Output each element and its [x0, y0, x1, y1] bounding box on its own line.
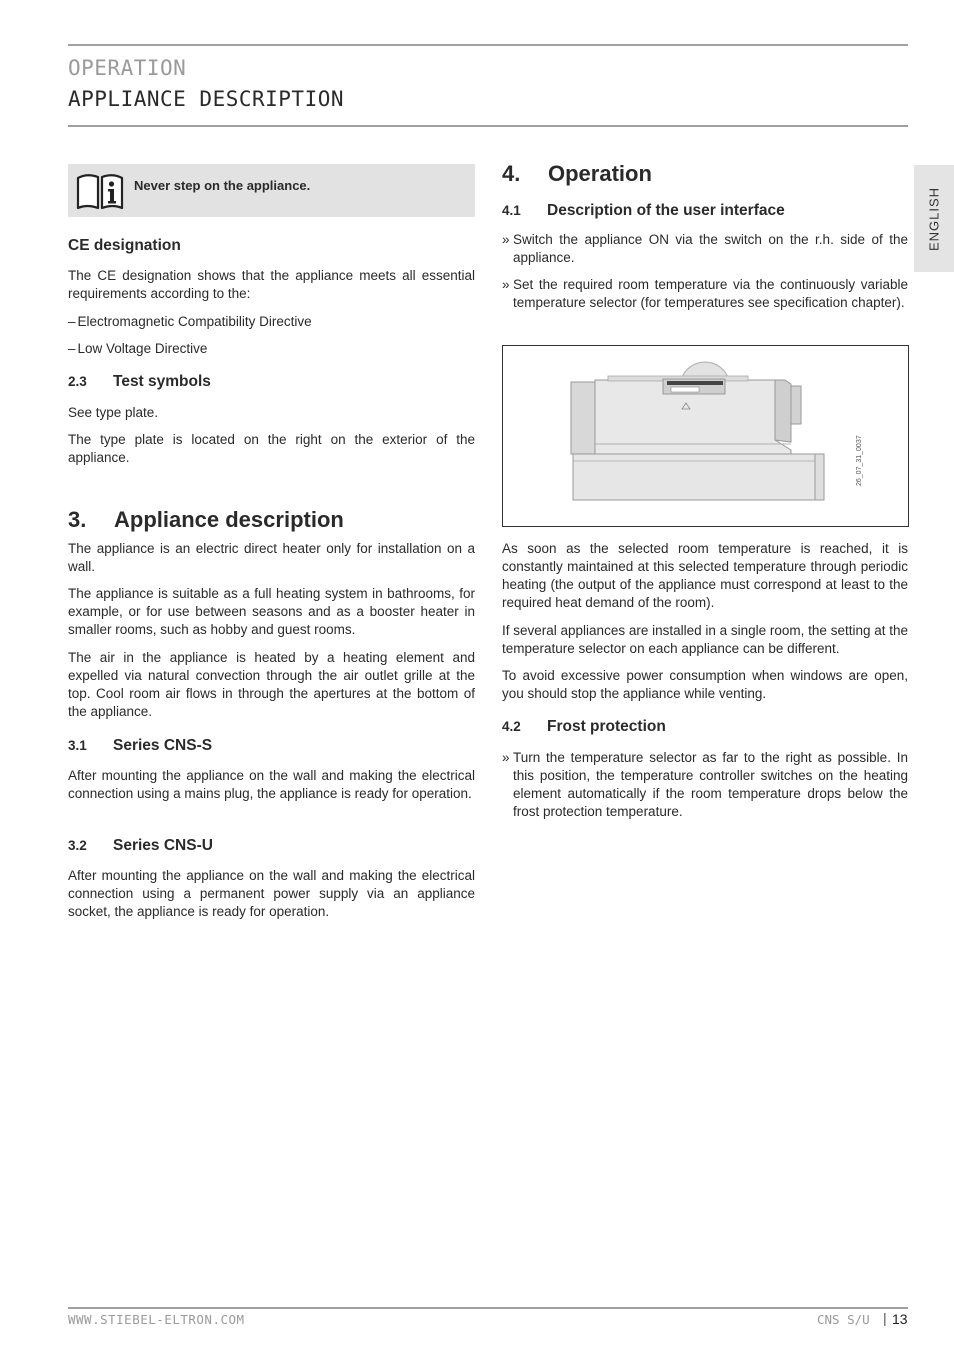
- frost-protection-heading: 4.2 Frost protection: [502, 718, 666, 735]
- test-symbols-p2: The type plate is located on the right on the exterior of the appliance.: [68, 432, 475, 465]
- language-tab-label: ENGLISH: [926, 186, 942, 251]
- language-tab[interactable]: [914, 165, 954, 272]
- header-bottom-rule: [68, 125, 908, 127]
- series-cns-s-body: After mounting the appliance on the wall and making the electrical connection using a mains plug, the appliance is ready for operation.: [68, 768, 475, 801]
- test-symbols-heading: 2.3 Test symbols: [68, 373, 211, 390]
- notice-text: Never step on the appliance.: [134, 178, 311, 193]
- ce-list-item: – Electromagnetic Compatibility Directive: [68, 314, 312, 329]
- operation-heading: 4. Operation: [502, 161, 652, 186]
- appliance-p3: The air in the appliance is heated by a heating element and expelled via natural convection through the air outlet grille at the top. Cool room air flows in through the apertures at the bottom of the appliance.: [68, 650, 475, 719]
- series-cns-u-heading: 3.2 Series CNS-U: [68, 837, 213, 854]
- ce-body: The CE designation shows that the appliance meets all essential requirements according to the:: [68, 268, 475, 301]
- figure-code: 26_07_31_0037: [856, 435, 863, 486]
- page-title: APPLIANCE DESCRIPTION: [68, 87, 345, 111]
- user-interface-step: » Set the required room temperature via the continuously variable temperature selector (for temperatures see specification chapter).: [502, 277, 908, 310]
- section-label: OPERATION: [68, 56, 187, 80]
- operation-p2: If several appliances are installed in a single room, the setting at the temperature selector on each appliance can be different.: [502, 623, 908, 656]
- user-interface-step: » Switch the appliance ON via the switch on the r.h. side of the appliance.: [502, 232, 908, 265]
- operation-p3: To avoid excessive power consumption when windows are open, you should stop the appliance while venting.: [502, 668, 908, 701]
- appliance-p1: The appliance is an electric direct heater only for installation on a wall.: [68, 541, 475, 574]
- footer-model: CNS S/U: [817, 1312, 870, 1327]
- frost-protection-step: » Turn the temperature selector as far to the right as possible. In this position, the temperature controller switches on the heating element automatically if the room temperature drops below the frost protection temperature.: [502, 750, 908, 819]
- page-number: 13: [892, 1311, 908, 1327]
- footer-website-link[interactable]: WWW.STIEBEL-ELTRON.COM: [68, 1312, 245, 1327]
- header-top-rule: [68, 44, 908, 46]
- notice-box: [68, 164, 475, 217]
- series-cns-u-body: After mounting the appliance on the wall and making the electrical connection using a permanent power supply via an appliance socket, the appliance is ready for operation.: [68, 868, 475, 919]
- appliance-description-heading: 3. Appliance description: [68, 507, 344, 532]
- footer-separator: |: [883, 1310, 887, 1326]
- test-symbols-p1: See type plate.: [68, 405, 159, 420]
- info-manual-icon: [75, 172, 125, 210]
- footer-rule: [68, 1307, 908, 1309]
- operation-p1: As soon as the selected room temperature is reached, it is constantly maintained at this selected temperature through periodic heating (the output of the appliance must correspond at least to the required heat demand of the room).: [502, 541, 908, 610]
- ce-list-item: – Low Voltage Directive: [68, 341, 208, 356]
- ce-heading: CE designation: [68, 237, 181, 254]
- user-interface-heading: 4.1 Description of the user interface: [502, 202, 785, 219]
- appliance-p2: The appliance is suitable as a full heating system in bathrooms, for example, or for use between seasons and as a booster heater in smaller rooms, such as hobby and guest rooms.: [68, 586, 475, 637]
- series-cns-s-heading: 3.1 Series CNS-S: [68, 737, 213, 754]
- heater-illustration: [502, 345, 909, 527]
